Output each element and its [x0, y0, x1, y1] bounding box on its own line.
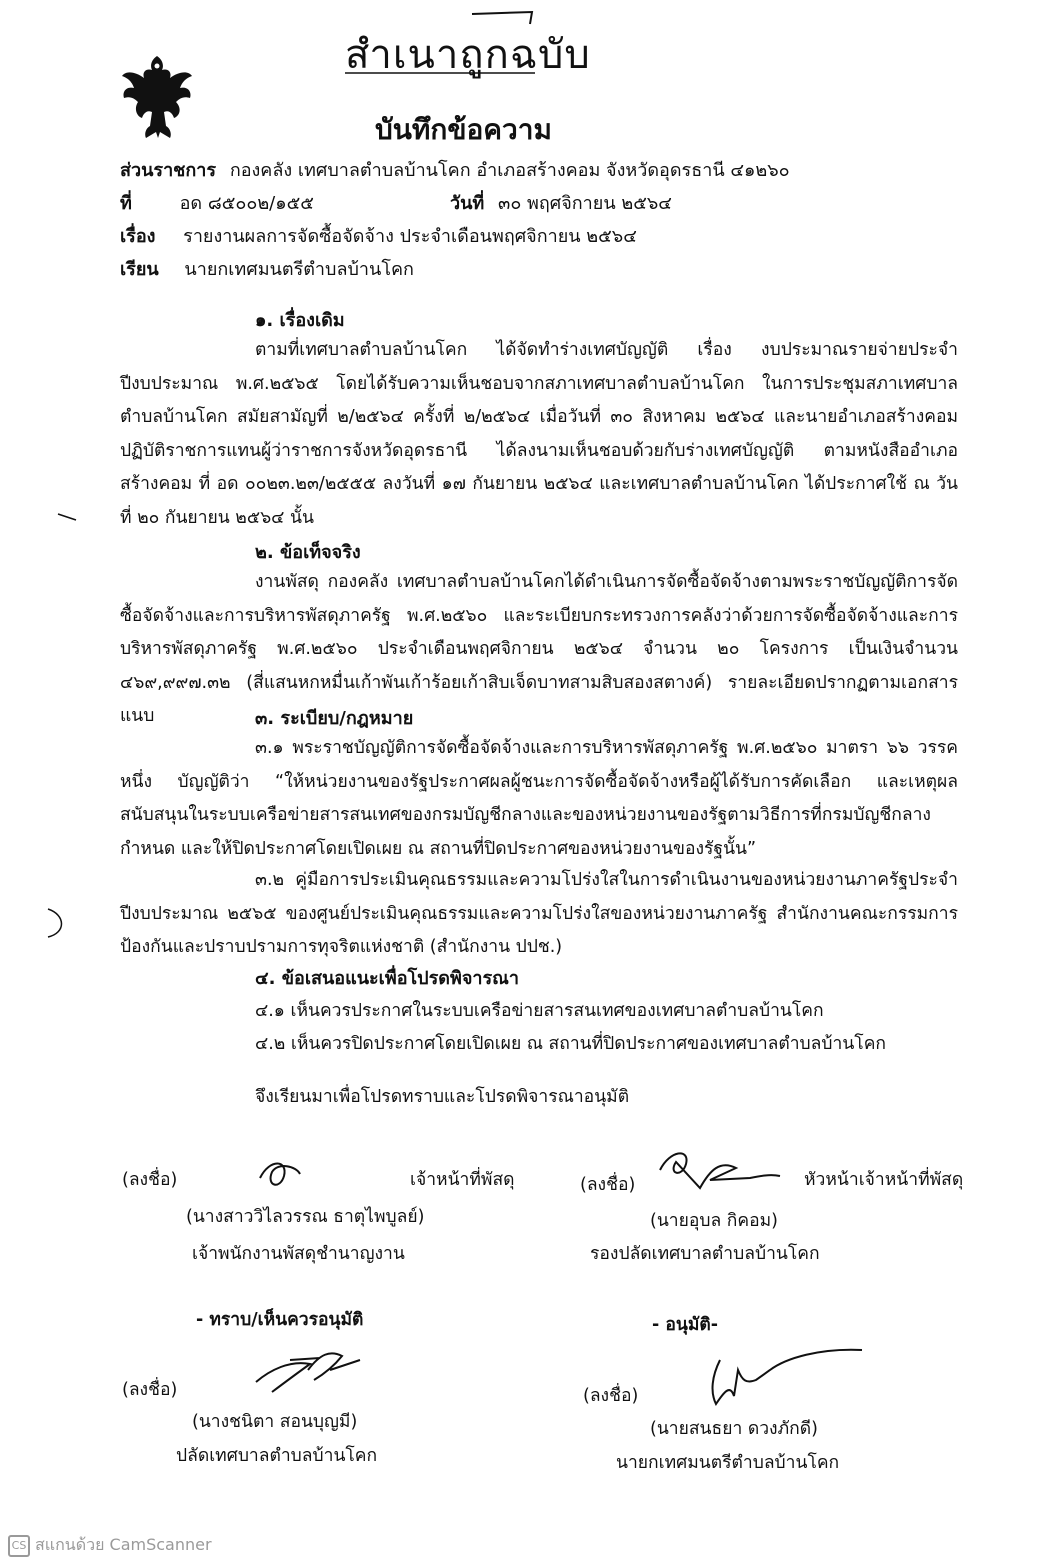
camscanner-logo-icon: CS [8, 1535, 30, 1557]
section2-heading: ๒. ข้อเท็จจริง [255, 542, 361, 563]
name-right1: (นายอุบล กิคอม) [650, 1211, 778, 1231]
position-left2: ปลัดเทศบาลตำบลบ้านโคก [176, 1446, 378, 1466]
sign-label-right2: (ลงชื่อ) [583, 1386, 639, 1406]
camscanner-text: สแกนด้วย CamScanner [35, 1535, 212, 1554]
section4-item1: ๔.๑ เห็นควรประกาศในระบบเครือข่ายสารสนเทศของเทศบาลตำบลบ้านโคก [255, 1001, 824, 1021]
section4-heading: ๔. ข้อเสนอแนะเพื่อโปรดพิจารณา [255, 968, 519, 989]
section3-heading: ๓. ระเบียบ/กฎหมาย [255, 708, 414, 729]
ref-label: ที่ [120, 193, 132, 214]
ref-row [120, 188, 314, 217]
scan-mark-bracket [40, 905, 70, 941]
position-right2: นายกเทศมนตรีตำบลบ้านโคก [616, 1453, 840, 1473]
signature-right1 [640, 1140, 790, 1210]
to-label: เรียน [120, 259, 159, 280]
sign-label-left1: (ลงชื่อ) [122, 1170, 178, 1190]
subject-label: เรื่อง [120, 226, 156, 247]
sign-label-right1: (ลงชื่อ) [580, 1175, 636, 1195]
signature-left2 [250, 1330, 370, 1410]
signature-left1 [240, 1150, 320, 1200]
garuda-emblem-icon [118, 52, 196, 142]
stamp-mark [470, 6, 540, 26]
name-left1: (นางสาววิไลวรรณ ธาตุไพบูลย์) [186, 1207, 425, 1227]
camscanner-footer [8, 1533, 212, 1558]
ref-value: อด ๘๕๐๐๒/๑๕๕ [179, 193, 314, 214]
subject-row [120, 221, 637, 250]
to-row [120, 254, 414, 283]
scan-mark-dash [56, 510, 80, 524]
role-right1: หัวหน้าเจ้าหน้าที่พัสดุ [804, 1170, 964, 1190]
closing-line: จึงเรียนมาเพื่อโปรดทราบและโปรดพิจารณาอนุมัติ [255, 1087, 630, 1107]
position-right1: รองปลัดเทศบาลตำบลบ้านโคก [590, 1244, 820, 1264]
section1-heading: ๑. เรื่องเดิม [255, 310, 345, 331]
sign-label-left2: (ลงชื่อ) [122, 1380, 178, 1400]
section1-body: ตามที่เทศบาลตำบลบ้านโคก ได้จัดทำร่างเทศบัญญัติ เรื่อง งบประมาณรายจ่ายประจำปีงบประมาณ พ.ศ.๒๕๖๕ โดยได้รับความเห็นชอบจากสภาเทศบาลตำบลบ้านโคก ในการประชุมสภาเทศบาลตำบลบ้านโคก สมัยสามัญที่ ๒/๒๕๖๔ ครั้งที่ ๒/๒๕๖๔ เมื่อวันที่ ๓๐ สิงหาคม ๒๕๖๔ และนายอำเภอสร้างคอมปฏิบัติราชการแทนผู้ว่าราชการจังหวัดอุดรธานี ได้ลงนามเห็นชอบด้วยกับร่างเทศบัญญัติ ตามหนังสืออำเภอสร้างคอม ที่ อด ๐๐๒๓.๒๓/๒๕๕๕ ลงวันที่ ๑๗ กันยายน ๒๕๖๔ และเทศบาลตำบลบ้านโคก ได้ประกาศใช้ ณ วันที่ ๒๐ กันยายน ๒๕๖๔ นั้น [120, 340, 958, 528]
to-value: นายกเทศมนตรีตำบลบ้านโคก [184, 259, 414, 280]
agency-label: ส่วนราชการ [120, 160, 217, 181]
agency-row [120, 155, 790, 184]
agency-value: กองคลัง เทศบาลตำบลบ้านโคก อำเภอสร้างคอม จังหวัดอุดรธานี ๔๑๒๖๐ [229, 160, 790, 181]
stamp-underline [345, 70, 535, 76]
section3-item2: ๓.๒ คู่มือการประเมินคุณธรรมและความโปร่งใสในการดำเนินงานของหน่วยงานภาครัฐประจำปีงบประมาณ ๒๕๖๕ ของศูนย์ประเมินคุณธรรมและความโปร่งใสของหน่วยงานภาครัฐ สำนักงานคณะกรรมการป้องกันและปราบปรามการทุจริตแห่งชาติ (สำนักงาน ปปช.) [120, 870, 958, 957]
name-left2: (นางชนิตา สอนบุญมี) [192, 1412, 358, 1432]
role-left1: เจ้าหน้าที่พัสดุ [410, 1170, 515, 1190]
date-row [450, 188, 672, 217]
section2-body: งานพัสดุ กองคลัง เทศบาลตำบลบ้านโคกได้ดำเนินการจัดซื้อจัดจ้างตามพระราชบัญญัติการจัดซื้อจัดจ้างและการบริหารพัสดุภาครัฐ พ.ศ.๒๕๖๐ และระเบียบกระทรวงการคลังว่าด้วยการจัดซื้อจัดจ้างและการบริหารพัสดุภาครัฐ พ.ศ.๒๕๖๐ ประจำเดือนพฤศจิกายน ๒๕๖๔ จำนวน ๒๐ โครงการ เป็นเงินจำนวน ๔๖๙,๙๙๗.๓๒ (สี่แสนหกหมื่นเก้าพันเก้าร้อยเก้าสิบเจ็ดบาทสามสิบสองสตางค์) รายละเอียดปรากฏตามเอกสารแนบ [120, 572, 958, 726]
certified-copy-stamp: สำเนาถูกฉบับ [345, 32, 591, 78]
position-left1: เจ้าพนักงานพัสดุชำนาญงาน [192, 1244, 405, 1264]
subject-value: รายงานผลการจัดซื้อจัดจ้าง ประจำเดือนพฤศจิกายน ๒๕๖๔ [183, 226, 637, 247]
date-label: วันที่ [450, 193, 485, 214]
remark-right2: - อนุมัติ- [652, 1315, 718, 1335]
signature-right2 [690, 1340, 870, 1420]
section4-item2: ๔.๒ เห็นควรปิดประกาศโดยเปิดเผย ณ สถานที่ปิดประกาศของเทศบาลตำบลบ้านโคก [255, 1034, 886, 1054]
name-right2: (นายสนธยา ดวงภักดี) [650, 1419, 818, 1439]
date-value: ๓๐ พฤศจิกายน ๒๕๖๔ [498, 193, 672, 214]
section3-item1: ๓.๑ พระราชบัญญัติการจัดซื้อจัดจ้างและการบริหารพัสดุภาครัฐ พ.ศ.๒๕๖๐ มาตรา ๖๖ วรรคหนึ่ง บัญญัติว่า “ให้หน่วยงานของรัฐประกาศผลผู้ชนะการจัดซื้อจัดจ้างหรือผู้ได้รับการคัดเลือก และเหตุผลสนับสนุนในระบบเครือข่ายสารสนเทศของกรมบัญชีกลางและของหน่วยงานของรัฐตามวิธีการที่กรมบัญชีกลางกำหนด และให้ปิดประกาศโดยเปิดเผย ณ สถานที่ปิดประกาศของหน่วยงานของรัฐนั้น” [120, 738, 958, 859]
memo-title: บันทึกข้อความ [375, 113, 552, 146]
remark-left2: - ทราบ/เห็นควรอนุมัติ [196, 1310, 364, 1330]
